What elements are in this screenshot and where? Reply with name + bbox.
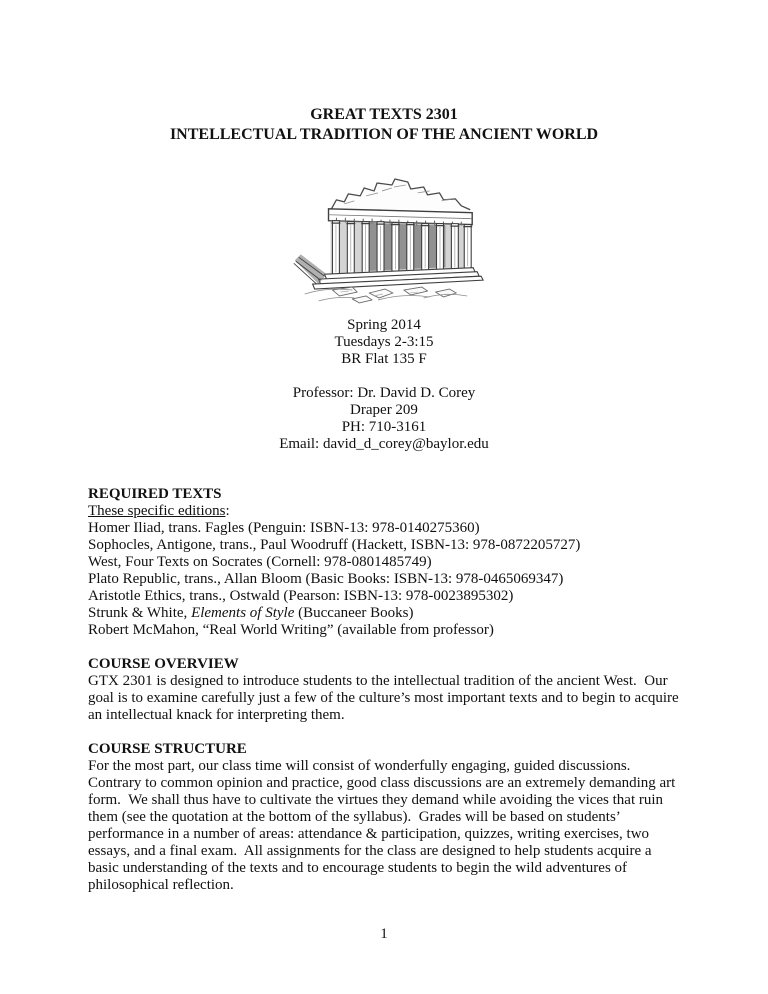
book-item-strunk-white <box>88 605 680 622</box>
location-line: BR Flat 135 F <box>341 351 427 367</box>
course-code-title: GREAT TEXTS 2301 <box>310 106 458 123</box>
book-item-west: West, Four Texts on Socrates (Cornell: 978-0801485749) <box>88 554 432 570</box>
schedule-block <box>88 317 680 368</box>
strunk-pre-text: Strunk & White, <box>88 605 192 621</box>
required-texts-heading: REQUIRED TEXTS <box>88 486 222 502</box>
parthenon-sketch-icon <box>275 169 493 308</box>
contact-block <box>88 385 680 453</box>
required-texts-section <box>88 486 680 639</box>
strunk-post-text: (Buccaneer Books) <box>294 605 414 621</box>
course-name-title: INTELLECTUAL TRADITION OF THE ANCIENT WORLD <box>169 126 599 143</box>
editions-subheading <box>88 503 680 520</box>
editions-subheading-colon: : <box>225 503 230 519</box>
course-structure-heading: COURSE STRUCTURE <box>88 741 247 757</box>
meeting-time-line: Tuesdays 2-3:15 <box>334 334 434 350</box>
editions-subheading-text: These specific editions <box>88 503 226 519</box>
phone-line: PH: 710-3161 <box>341 419 427 435</box>
book-item-plato: Plato Republic, trans., Allan Bloom (Basic Books: ISBN-13: 978-0465069347) <box>88 571 564 587</box>
book-item-mcmahon: Robert McMahon, “Real World Writing” (available from professor) <box>88 622 494 638</box>
book-item-sophocles: Sophocles, Antigone, trans., Paul Woodruff (Hackett, ISBN-13: 978-0872205727) <box>88 537 581 553</box>
book-item-homer: Homer Iliad, trans. Fagles (Penguin: ISBN-13: 978-0140275360) <box>88 520 480 536</box>
course-structure-section <box>88 741 680 894</box>
course-structure-paragraph: For the most part, our class time will consist of wonderfully engaging, guided discussions. Contrary to common opinion and practice, good class discussions are an extremely demanding art form. We shall thus have to cultivate the virtues they demand while avoiding the vices that ruin them (see the quotation at the bottom of the syllabus). Grades will be based on students’ performance in a number of areas: attendance & participation, quizzes, writing exercises, two essays, and a final exam. All assignments for the class are designed to help students acquire a basic understanding of the texts and to encourage students to begin the wild adventures of philosophical reflection. <box>88 758 680 893</box>
email-line: Email: david_d_corey@baylor.edu <box>279 436 489 452</box>
parthenon-illustration <box>275 169 493 308</box>
course-overview-section <box>88 656 683 724</box>
page-number: 1 <box>380 926 388 942</box>
document-title <box>88 105 680 145</box>
term-line: Spring 2014 <box>347 317 421 333</box>
strunk-title-italic: Elements of Style <box>191 605 295 621</box>
course-overview-heading: COURSE OVERVIEW <box>88 656 239 672</box>
course-overview-paragraph: GTX 2301 is designed to introduce students to the intellectual tradition of the ancient West. Our goal is to examine carefully just a few of the culture’s most important texts and to begin to acquire an intellectual knack for interpreting them. <box>88 673 683 723</box>
book-item-aristotle: Aristotle Ethics, trans., Ostwald (Pearson: ISBN-13: 978-0023895302) <box>88 588 514 604</box>
professor-line: Professor: Dr. David D. Corey <box>292 385 476 401</box>
office-line: Draper 209 <box>350 402 418 418</box>
